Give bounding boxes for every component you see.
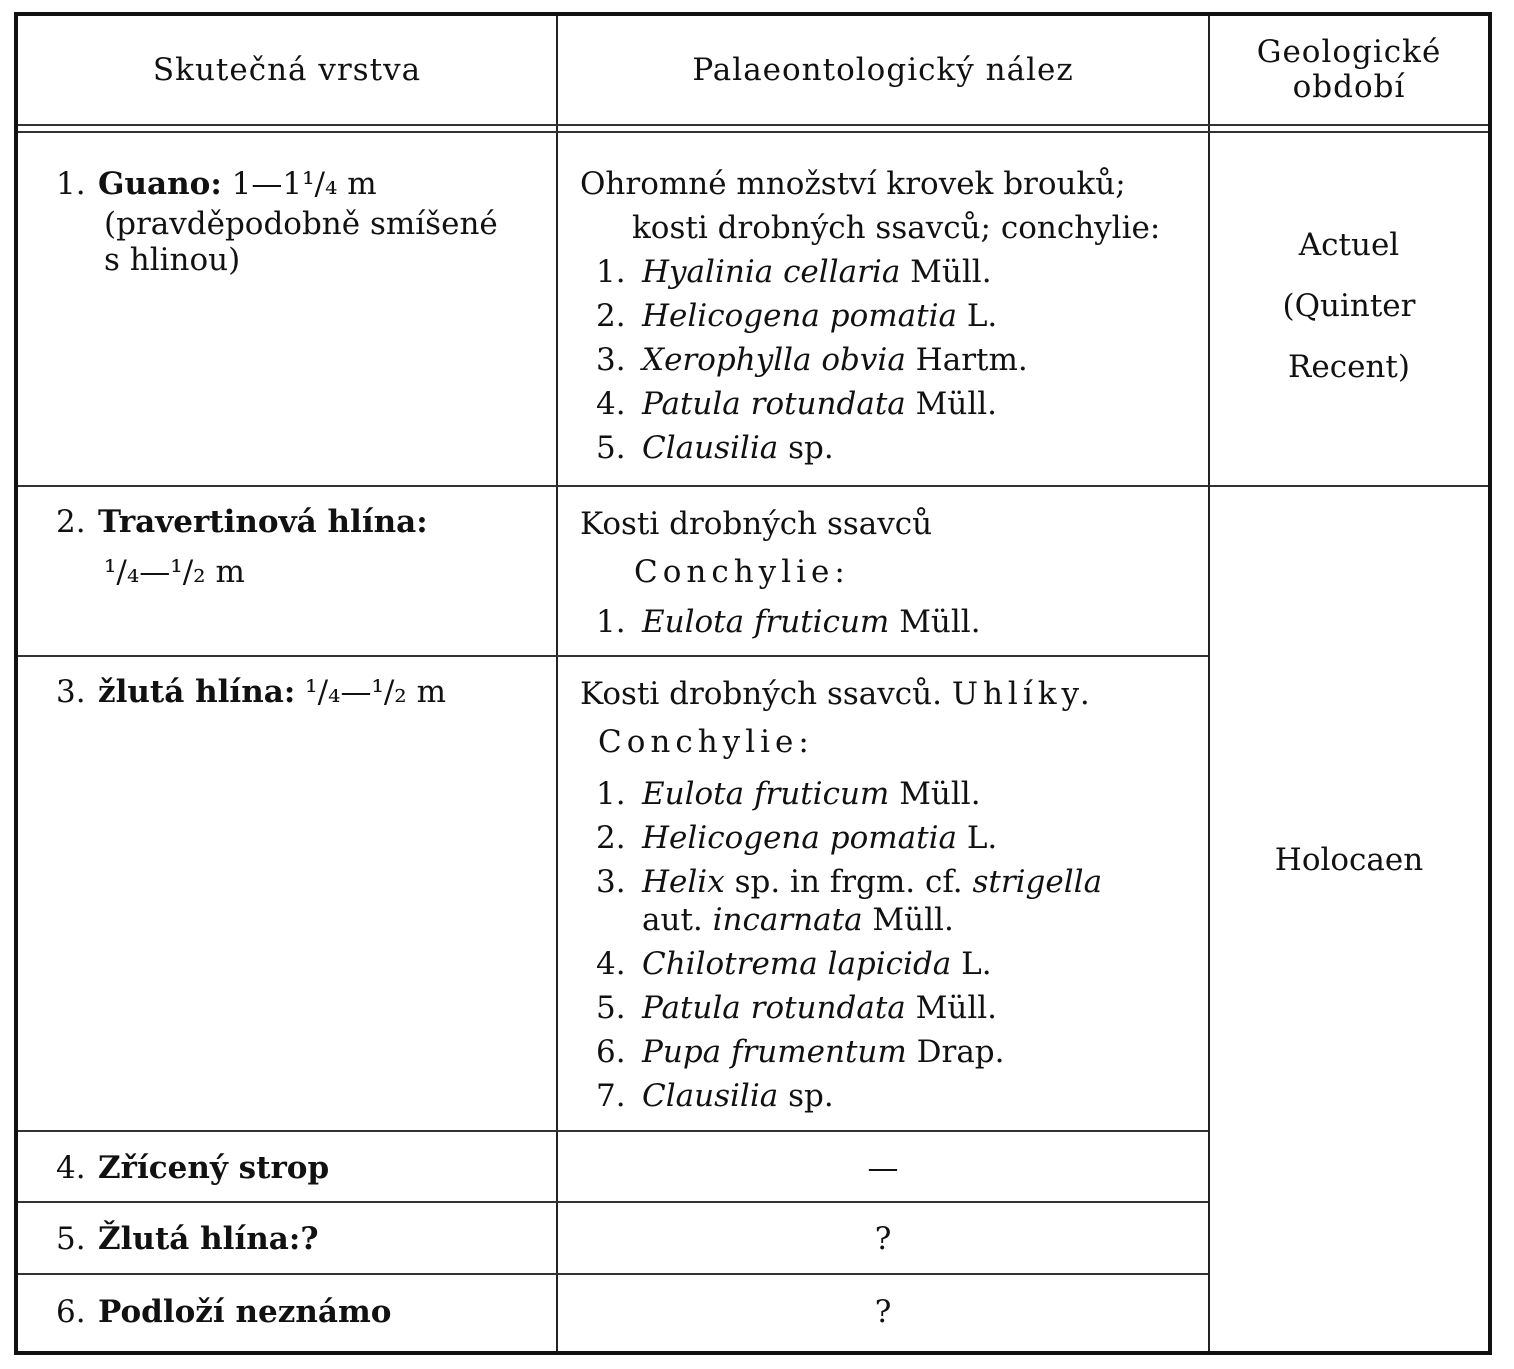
species-number: 6. (596, 1034, 626, 1070)
species-author: L. (966, 298, 998, 334)
period-1-line1: Actuel (1298, 227, 1400, 263)
finds-1 (580, 162, 1200, 470)
species-name: Helicogena pomatia (642, 298, 957, 334)
layer-1 (56, 162, 546, 278)
row-rule-1-col3 (1210, 485, 1488, 487)
layer-2-thickness: ¹/₄—¹/₂ m (104, 554, 245, 590)
species-author: sp. (788, 430, 834, 466)
species-cont-it: incarnata (712, 902, 863, 938)
species-author: Müll. (910, 254, 992, 290)
row-rule-4 (18, 1201, 1208, 1203)
species-author: L. (961, 946, 992, 982)
layer-1-name: Guano: (98, 166, 222, 202)
species-author: Drap. (916, 1034, 1005, 1070)
finds-4 (558, 1146, 1208, 1190)
layer-5-thickness: ? (300, 1221, 319, 1257)
period-2-text: Holocaen (1274, 842, 1424, 878)
species-number: 1. (596, 254, 626, 290)
species-name: Clausilia (642, 1078, 779, 1114)
species-item (580, 1074, 1200, 1118)
layer-1-number: 1. (56, 166, 86, 202)
layer-6 (56, 1290, 546, 1334)
species-number: 7. (596, 1078, 626, 1114)
species-number: 4. (596, 946, 626, 982)
finds-2-species-list (580, 600, 1200, 644)
layer-3-thickness: ¹/₄—¹/₂ m (305, 674, 446, 710)
species-item (580, 986, 1200, 1030)
species-cont-a: aut. (642, 902, 703, 938)
species-number: 1. (596, 604, 626, 640)
layer-3 (56, 670, 546, 714)
header-period-line2: období (1292, 69, 1406, 105)
species-item (580, 294, 1200, 338)
species-item (580, 816, 1200, 860)
finds-3 (580, 672, 1200, 1118)
layer-4-number: 4. (56, 1150, 86, 1186)
header-period (1210, 16, 1488, 124)
layer-5 (56, 1217, 546, 1261)
layer-6-number: 6. (56, 1294, 86, 1330)
species-name: Clausilia (642, 430, 779, 466)
species-name: Pupa frumentum (642, 1034, 907, 1070)
species-continuation (596, 904, 1200, 936)
header-layer (18, 16, 556, 124)
species-number: 4. (596, 386, 626, 422)
layer-4 (56, 1146, 546, 1190)
layer-2-number: 2. (56, 504, 86, 540)
header-layer-text: Skutečná vrstva (152, 51, 422, 88)
layer-6-name: Podloží neznámo (98, 1294, 392, 1330)
species-number: 2. (596, 298, 626, 334)
species-number: 3. (596, 342, 626, 378)
finds-5-text: ? (874, 1221, 892, 1257)
row-rule-2 (18, 655, 1208, 657)
layer-5-number: 5. (56, 1221, 86, 1257)
layer-2 (56, 500, 546, 594)
finds-3-line2: Conchylie: (598, 724, 814, 760)
layer-3-name: žlutá hlína: (98, 674, 296, 710)
finds-3-line1a: Kosti drobných ssavců. (580, 676, 942, 712)
species-item (580, 772, 1200, 816)
layer-1-note-1: (pravděpodobně smíšené (104, 206, 498, 242)
row-rule-1 (18, 485, 1208, 487)
finds-2 (580, 502, 1200, 644)
species-name: Helicogena pomatia (642, 820, 957, 856)
species-name: Chilotrema lapicida (642, 946, 952, 982)
species-author: Müll. (899, 604, 981, 640)
species-number: 1. (596, 776, 626, 812)
row-rule-5 (18, 1273, 1208, 1275)
period-1-line3: Recent) (1288, 349, 1410, 385)
layer-3-number: 3. (56, 674, 86, 710)
species-author: Müll. (899, 776, 981, 812)
layer-2-name: Travertinová hlína: (98, 504, 428, 540)
header-period-line1: Geologické (1256, 34, 1442, 70)
finds-6-text: ? (874, 1294, 892, 1330)
period-1 (1210, 215, 1488, 398)
species-author: sp. in frgm. cf. (734, 864, 963, 900)
header-rule-top (18, 124, 1488, 126)
species-name: Hyalinia cellaria (642, 254, 901, 290)
species-cont-b: Müll. (872, 902, 954, 938)
species-number: 5. (596, 430, 626, 466)
finds-1-species-list (580, 250, 1200, 470)
header-finds-text: Palaeontologický nález (692, 51, 1074, 88)
finds-5 (558, 1217, 1208, 1261)
header-rule-bottom (18, 131, 1488, 133)
species-name: Patula rotundata (642, 386, 906, 422)
finds-3-line1b: Uhlíky. (951, 676, 1095, 712)
finds-1-line1: Ohromné množství krovek brouků; (580, 166, 1126, 202)
species-item (580, 250, 1200, 294)
species-name: Helix (642, 864, 725, 900)
species-item (580, 382, 1200, 426)
species-number: 5. (596, 990, 626, 1026)
species-author: Müll. (915, 386, 998, 422)
species-item (580, 860, 1200, 936)
species-author: L. (966, 820, 998, 856)
species-item (580, 600, 1200, 644)
species-name-extra: strigella (972, 864, 1103, 900)
layer-1-thickness: 1—1¹/₄ m (231, 166, 377, 202)
species-item (580, 338, 1200, 382)
species-item (580, 1030, 1200, 1074)
finds-3-species-list (580, 772, 1200, 1118)
header-finds (558, 16, 1208, 124)
species-author: Hartm. (915, 342, 1028, 378)
species-name: Patula rotundata (642, 990, 906, 1026)
species-number: 2. (596, 820, 626, 856)
species-name: Eulota fruticum (642, 604, 890, 640)
finds-1-line2: kosti drobných ssavců; conchylie: (632, 210, 1161, 246)
species-item (580, 942, 1200, 986)
species-name: Eulota fruticum (642, 776, 890, 812)
species-author: sp. (788, 1078, 834, 1114)
species-number: 3. (596, 864, 626, 900)
layer-5-name: Žlutá hlína: (98, 1221, 301, 1257)
finds-2-line1: Kosti drobných ssavců (580, 506, 933, 542)
layer-4-name: Zřícený strop (98, 1150, 330, 1186)
species-item (580, 426, 1200, 470)
finds-4-text: — (867, 1150, 899, 1186)
finds-6 (558, 1290, 1208, 1334)
layer-1-note-2: s hlinou) (104, 242, 241, 278)
period-2 (1210, 838, 1488, 882)
species-author: Müll. (915, 990, 998, 1026)
species-name: Xerophylla obvia (642, 342, 906, 378)
row-rule-3 (18, 1130, 1208, 1132)
finds-2-line2: Conchylie: (634, 554, 850, 590)
period-1-line2: (Quinter (1282, 288, 1416, 324)
